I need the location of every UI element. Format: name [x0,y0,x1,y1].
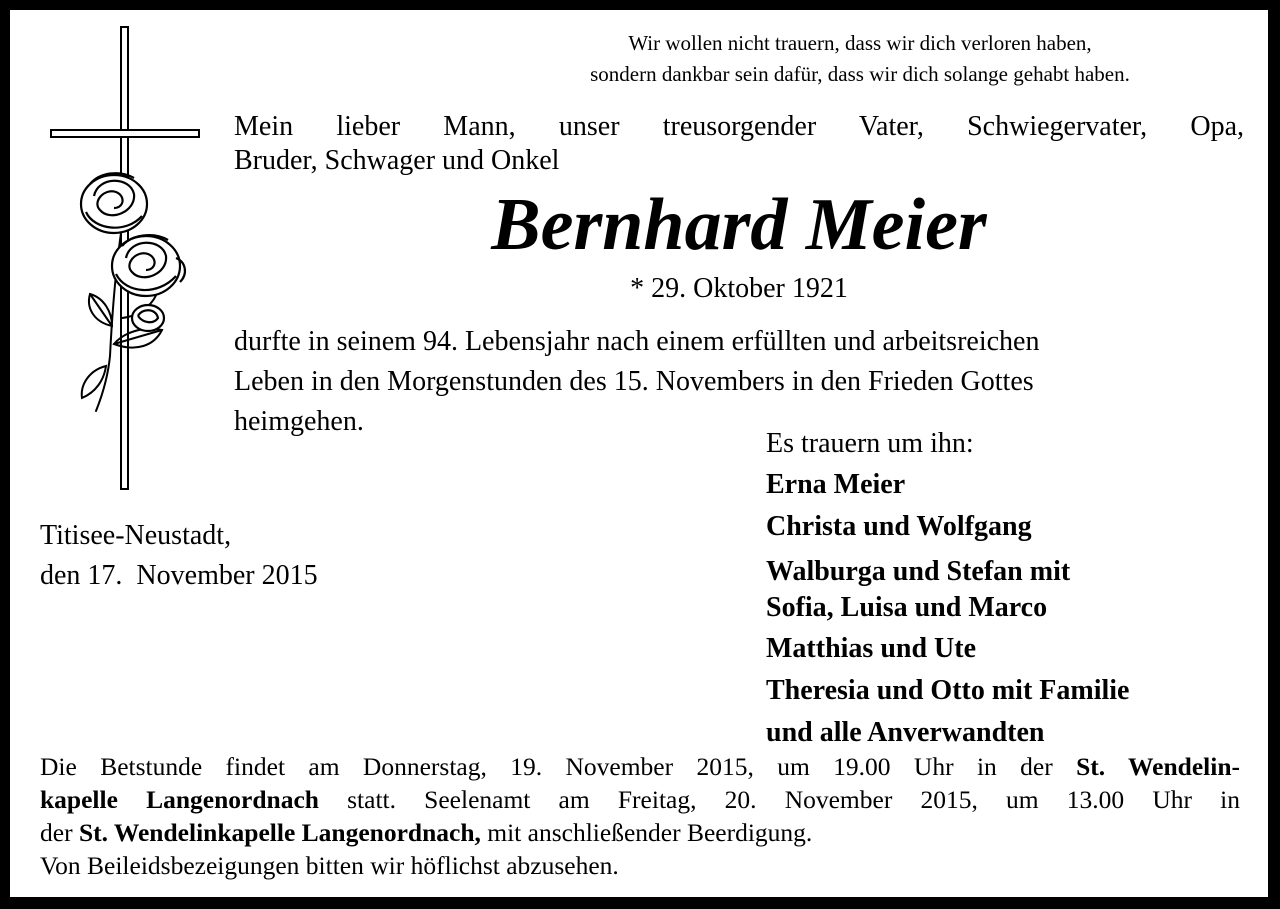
mourner-name: und alle Anverwandten [766,717,1045,748]
funeral-text: statt. Seelenamt am Freitag, 20. November 2015, um 13.00 Uhr in [318,785,1240,814]
chapel-name: St. Wendelin- [1076,752,1240,781]
funeral-info [40,750,1240,882]
mourner-name: Matthias und Ute [766,633,977,664]
funeral-line-3 [40,816,1240,849]
mourners-intro: Es trauern um ihn: [766,428,974,459]
passing-line-1: durfte in seinem 94. Lebensjahr nach einem erfüllten und arbeitsreichen [234,326,1040,357]
mourner-name: Walburga und Stefan mit [766,556,1071,587]
place-and-date [40,516,460,596]
chapel-name: kapelle Langenordnach [40,785,319,814]
funeral-line-4: Von Beileidsbezeigungen bitten wir höflichst abzusehen. [40,851,619,880]
funeral-line-2 [40,783,1240,816]
mourner-name: Erna Meier [766,469,906,500]
intro-line-2: Bruder, Schwager und Onkel [234,145,560,176]
intro-line-1: Mein lieber Mann, unser treusorgender Vater, Schwiegervater, Opa, [234,111,1244,142]
funeral-text: der [40,818,79,847]
intro-text [234,110,1244,178]
funeral-text: mit anschließender Beerdigung. [480,818,813,847]
chapel-name: St. Wendelinkapelle Langenordnach, [78,818,481,847]
date: den 17. November 2015 [40,560,318,591]
mourners-list [766,424,1246,754]
mourner-name: Theresia und Otto mit Familie [766,675,1130,706]
mourner-name: Christa und Wolfgang [766,511,1032,542]
motto-line-1: Wir wollen nicht trauern, dass wir dich verloren haben, [628,31,1092,55]
motto-line-2: sondern dankbar sein dafür, dass wir dich solange gehabt haben. [590,62,1130,86]
motto-quote [480,28,1240,90]
passing-line-2: Leben in den Morgenstunden des 15. Novembers in den Frieden Gottes [234,366,1034,397]
funeral-text: Die Betstunde findet am Donnerstag, 19. November 2015, um 19.00 Uhr in der [40,752,1077,781]
funeral-line-1 [40,750,1240,783]
obituary-card [10,10,1268,897]
passing-line-3: heimgehen. [234,406,364,437]
place: Titisee-Neustadt, [40,520,232,551]
cross-with-roses-icon [50,26,200,496]
deceased-name: Bernhard Meier [491,184,987,266]
mourner-name: Sofia, Luisa und Marco [766,592,1048,623]
birth-date: * 29. Oktober 1921 [630,273,848,304]
